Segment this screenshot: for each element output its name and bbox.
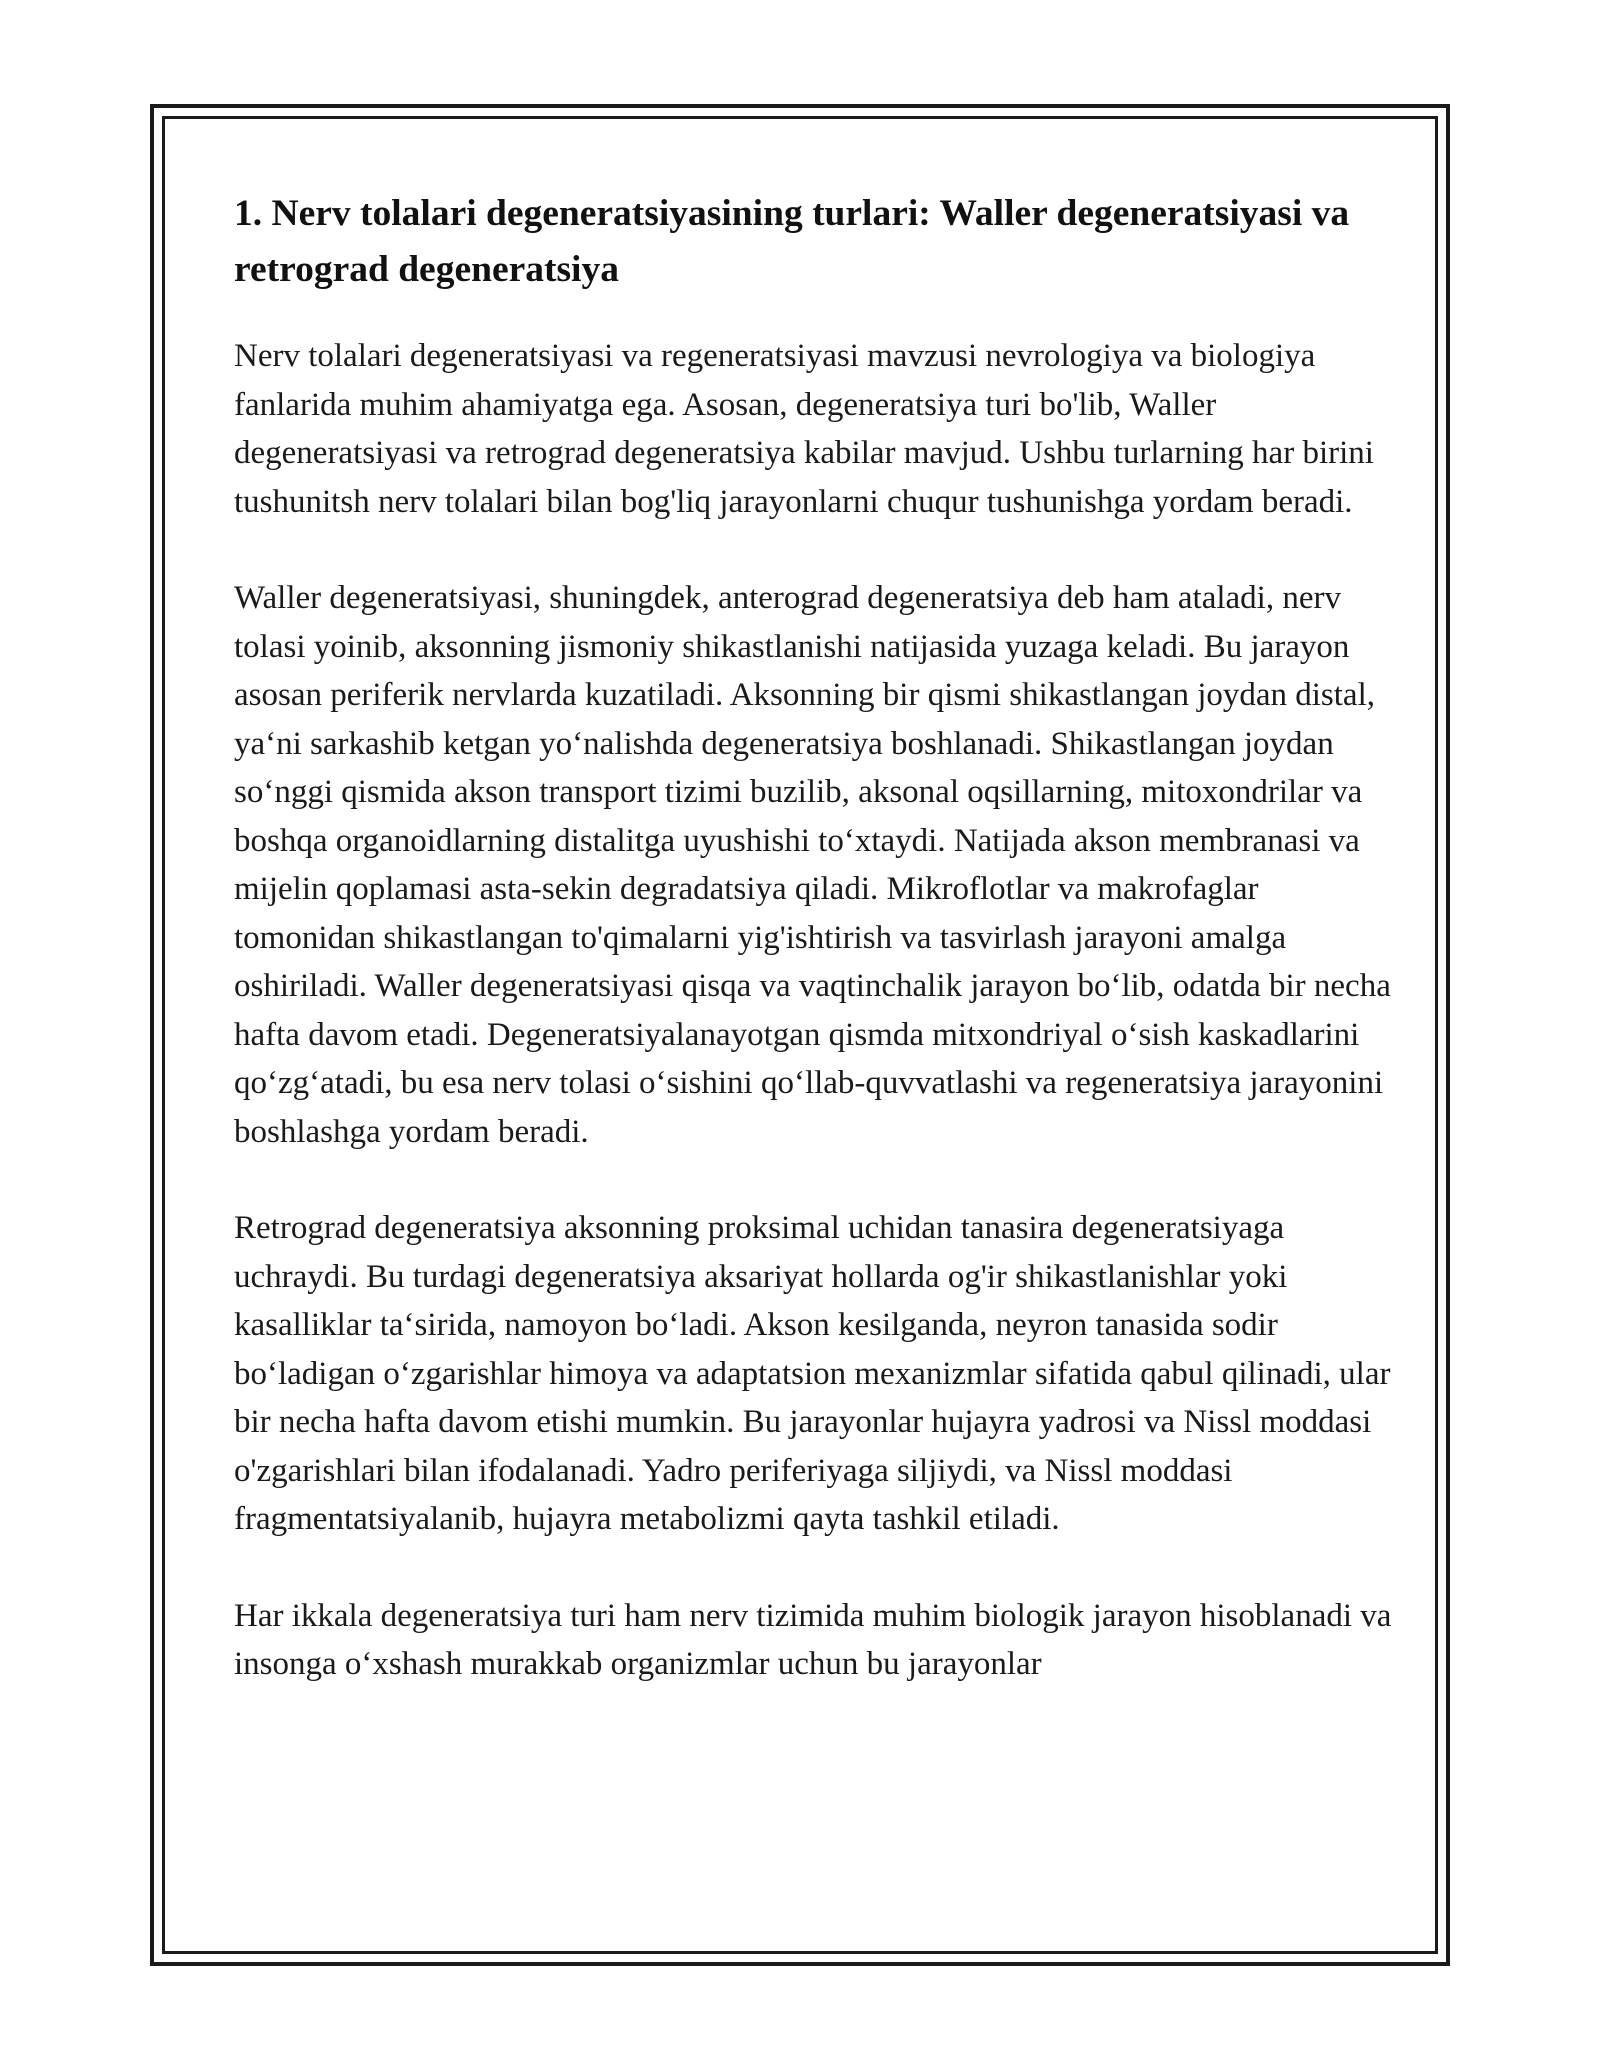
paragraph-conclusion: Har ikkala degeneratsiya turi ham nerv tizimida muhim biologik jarayon hisoblanadi va insonga o‘xshash murakkab organizmlar uchun bu jarayonlar bbox=[234, 1597, 1392, 1682]
section-heading: 1. Nerv tolalari degeneratsiyasining turlari: Waller degeneratsiyasi va retrograd degeneratsiya bbox=[234, 193, 1350, 290]
document-body bbox=[234, 186, 1394, 1737]
paragraph-retrograd: Retrograd degeneratsiya aksonning proksimal uchidan tanasira degeneratsiyaga uchraydi. Bu turdagi degeneratsiya aksariyat hollarda og'ir shikastlanishlar yoki kasalliklar ta‘sirida, namoyon bo‘ladi. Akson kesilganda, neyron tanasida sodir bo‘ladigan o‘zgarishlar himoya va adaptatsion mexanizmlar sifatida qabul qilinadi, ular bir necha hafta davom etishi mumkin. Bu jarayonlar hujayra yadrosi va Nissl moddasi o'zgarishlari bilan ifodalanadi. Yadro periferiyaga siljiydi, va Nissl moddasi fragmentatsiyalanib, hujayra metabolizmi qayta tashkil etiladi. bbox=[234, 1210, 1391, 1537]
paragraph-intro: Nerv tolalari degeneratsiyasi va regeneratsiyasi mavzusi nevrologiya va biologiya fanlarida muhim ahamiyatga ega. Asosan, degeneratsiya turi bo'lib, Waller degeneratsiyasi va retrograd degeneratsiya kabilar mavjud. Ushbu turlarning har birini tushunitsh nerv tolalari bilan bog'liq jarayonlarni chuqur tushunishga yordam beradi. bbox=[234, 338, 1374, 520]
paragraph-waller: Waller degeneratsiyasi, shuningdek, anterograd degeneratsiya deb ham ataladi, nerv tolasi yoinib, aksonning jismoniy shikastlanishi natijasida yuzaga keladi. Bu jarayon asosan periferik nervlarda kuzatiladi. Aksonning bir qismi shikastlangan joydan distal, ya‘ni sarkashib ketgan yo‘nalishda degeneratsiya boshlanadi. Shikastlangan joydan so‘nggi qismida akson transport tizimi buzilib, aksonal oqsillarning, mitoxondrilar va boshqa organoidlarning distalitga uyushishi to‘xtaydi. Natijada akson membranasi va mijelin qoplamasi asta-sekin degradatsiya qiladi. Mikroflotlar va makrofaglar tomonidan shikastlangan to'qimalarni yig'ishtirish va tasvirlash jarayoni amalga oshiriladi. Waller degeneratsiyasi qisqa va vaqtinchalik jarayon bo‘lib, odatda bir necha hafta davom etadi. Degeneratsiyalanayotgan qismda mitxondriyal o‘sish kaskadlarini qo‘zg‘atadi, bu esa nerv tolasi o‘sishini qo‘llab-quvvatlashi va regeneratsiya jarayonini boshlashga yordam beradi. bbox=[234, 580, 1391, 1150]
